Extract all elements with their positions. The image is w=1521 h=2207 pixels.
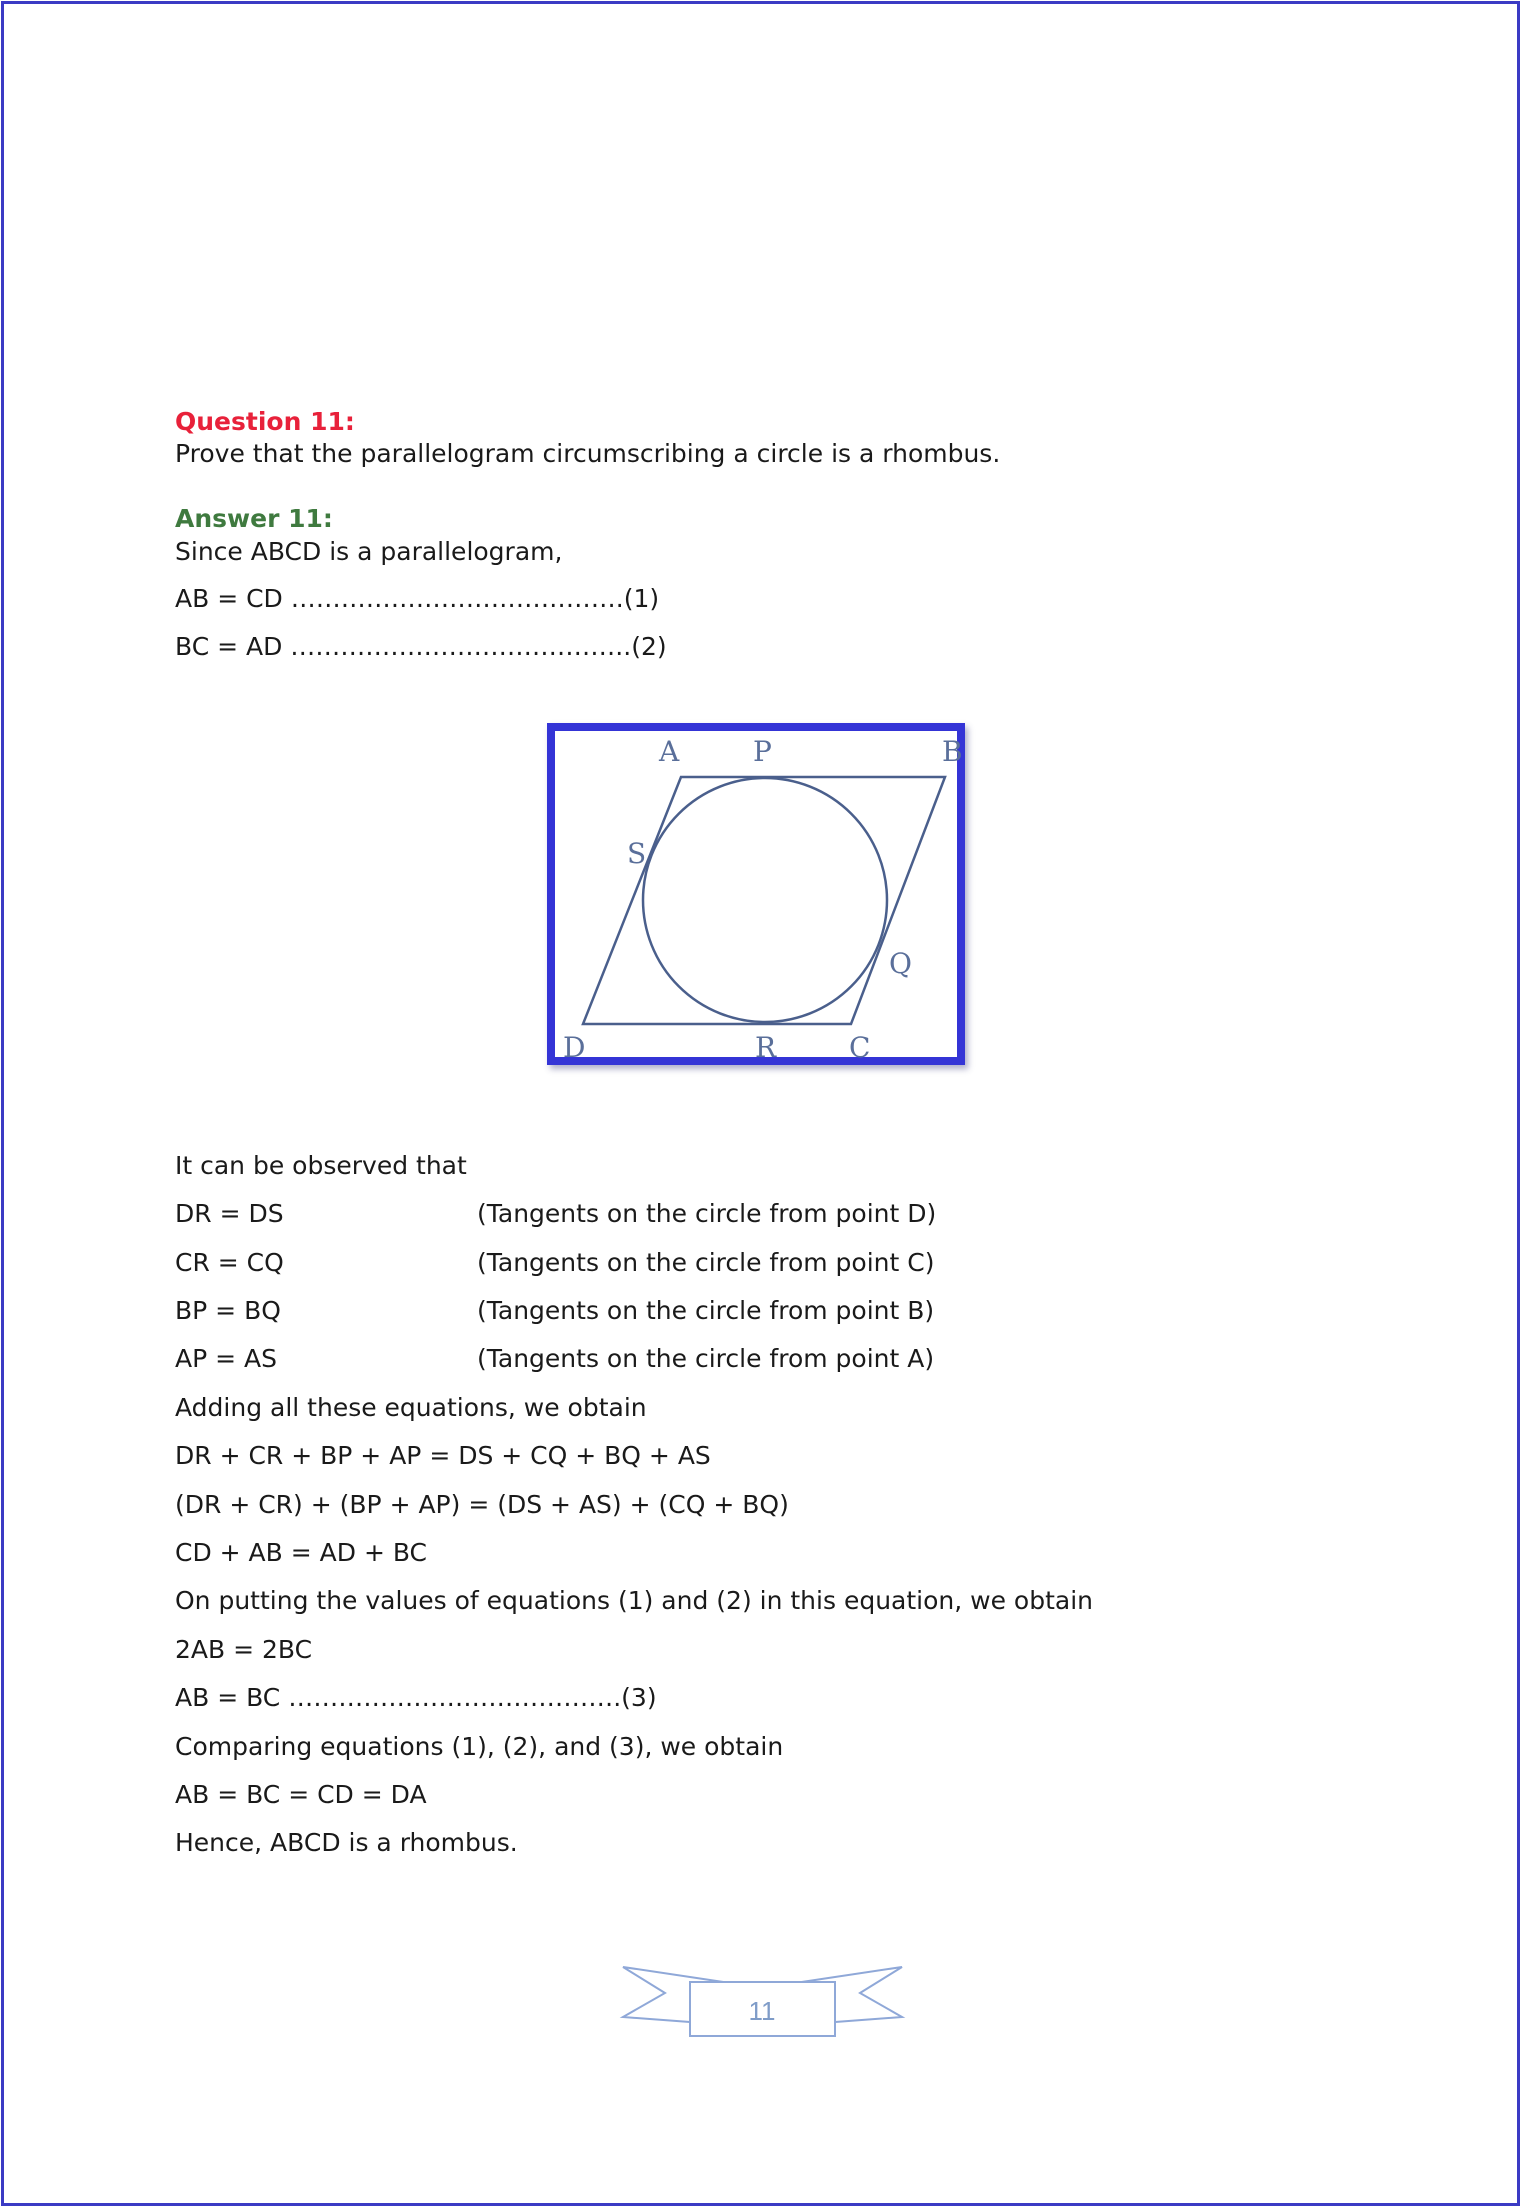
step-line: (DR + CR) + (BP + AP) = (DS + AS) + (CQ + BQ) bbox=[175, 1490, 789, 1519]
tangent-reason: (Tangents on the circle from point D) bbox=[477, 1199, 937, 1228]
label-s: S bbox=[627, 837, 647, 870]
tangent-row bbox=[175, 1197, 937, 1231]
label-q: Q bbox=[889, 947, 912, 980]
step-line: DR + CR + BP + AP = DS + CQ + BQ + AS bbox=[175, 1441, 711, 1470]
tangent-eq: DR = DS bbox=[175, 1199, 284, 1228]
label-r: R bbox=[755, 1031, 777, 1064]
step-line: Hence, ABCD is a rhombus. bbox=[175, 1828, 518, 1857]
step-line: On putting the values of equations (1) and (2) in this equation, we obtain bbox=[175, 1586, 1093, 1615]
answer-label: Answer 11: bbox=[175, 504, 333, 533]
observed-text: It can be observed that bbox=[175, 1151, 467, 1180]
label-a: A bbox=[659, 735, 680, 768]
tangent-reason: (Tangents on the circle from point C) bbox=[477, 1248, 935, 1277]
page-border bbox=[1, 1, 1520, 2206]
tangent-reason: (Tangents on the circle from point A) bbox=[477, 1344, 935, 1373]
tangent-eq: BP = BQ bbox=[175, 1296, 281, 1325]
tangent-eq: CR = CQ bbox=[175, 1248, 284, 1277]
tangent-row bbox=[175, 1246, 935, 1280]
answer-line: Since ABCD is a parallelogram, bbox=[175, 537, 563, 566]
page-number: 11 bbox=[748, 1996, 776, 2026]
page-number-ribbon bbox=[615, 1955, 910, 2049]
label-b: B bbox=[942, 735, 963, 768]
step-line: CD + AB = AD + BC bbox=[175, 1538, 428, 1567]
label-p: P bbox=[753, 735, 772, 768]
equation-2: BC = AD …………………………………..(2) bbox=[175, 632, 667, 661]
step-line: AB = BC ………………………………….(3) bbox=[175, 1683, 657, 1712]
step-line: AB = BC = CD = DA bbox=[175, 1780, 427, 1809]
tangent-reason: (Tangents on the circle from point B) bbox=[477, 1296, 935, 1325]
label-d: D bbox=[563, 1031, 586, 1064]
tangent-eq: AP = AS bbox=[175, 1344, 277, 1373]
question-text: Prove that the parallelogram circumscribing a circle is a rhombus. bbox=[175, 439, 1001, 468]
label-c: C bbox=[849, 1031, 871, 1064]
step-line: Adding all these equations, we obtain bbox=[175, 1393, 647, 1422]
tangent-row bbox=[175, 1342, 935, 1376]
equation-1: AB = CD ………………………………….(1) bbox=[175, 584, 660, 613]
question-label: Question 11: bbox=[175, 407, 355, 436]
parallelogram-circle-figure bbox=[547, 723, 965, 1065]
step-line: Comparing equations (1), (2), and (3), we obtain bbox=[175, 1732, 784, 1761]
tangent-row bbox=[175, 1294, 935, 1328]
step-line: 2AB = 2BC bbox=[175, 1635, 313, 1664]
